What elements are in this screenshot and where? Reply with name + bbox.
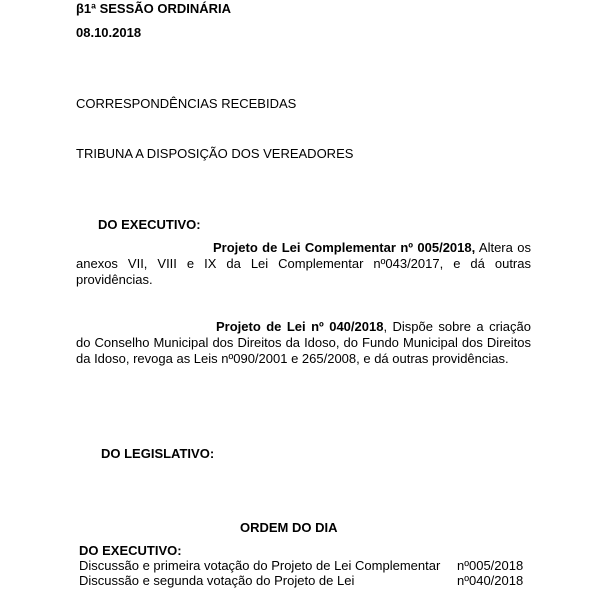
agenda-executive-heading: DO EXECUTIVO: bbox=[79, 543, 182, 558]
agenda-row-text: Discussão e segunda votação do Projeto de Lei bbox=[79, 573, 355, 588]
session-title: β1ª SESSÃO ORDINÁRIA bbox=[76, 1, 232, 16]
executive-item-2 bbox=[76, 319, 531, 367]
agenda-title: ORDEM DO DIA bbox=[240, 520, 338, 535]
executive-item-1-text: Altera os anexos VII, VIII e IX da Lei Complementar nº043/2017, e dá outras providências. bbox=[76, 240, 531, 287]
agenda-row-number: nº005/2018 bbox=[457, 558, 524, 573]
executive-item-2-title: Projeto de Lei nº 040/2018 bbox=[216, 319, 384, 334]
agenda-row bbox=[79, 558, 524, 573]
agenda-row-text: Discussão e primeira votação do Projeto de Lei Complementar bbox=[79, 558, 441, 573]
agenda-row bbox=[79, 573, 524, 588]
agenda-row-number: nº040/2018 bbox=[457, 573, 524, 588]
executive-heading: DO EXECUTIVO: bbox=[98, 217, 201, 232]
executive-item-1-title: Projeto de Lei Complementar nº 005/2018, bbox=[213, 240, 476, 255]
correspondence-heading: CORRESPONDÊNCIAS RECEBIDAS bbox=[76, 96, 297, 111]
tribune-heading: TRIBUNA A DISPOSIÇÃO DOS VEREADORES bbox=[76, 146, 354, 161]
executive-item-2-text: , Dispõe sobre a criação do Conselho Municipal dos Direitos da Idoso, do Fundo Municipal dos Direitos da Idoso, revoga as Leis nº090/2001 e 265/2008, e dá outras providências. bbox=[76, 319, 531, 366]
session-date: 08.10.2018 bbox=[76, 25, 142, 40]
executive-item-1 bbox=[76, 240, 531, 288]
legislative-heading: DO LEGISLATIVO: bbox=[101, 446, 215, 461]
